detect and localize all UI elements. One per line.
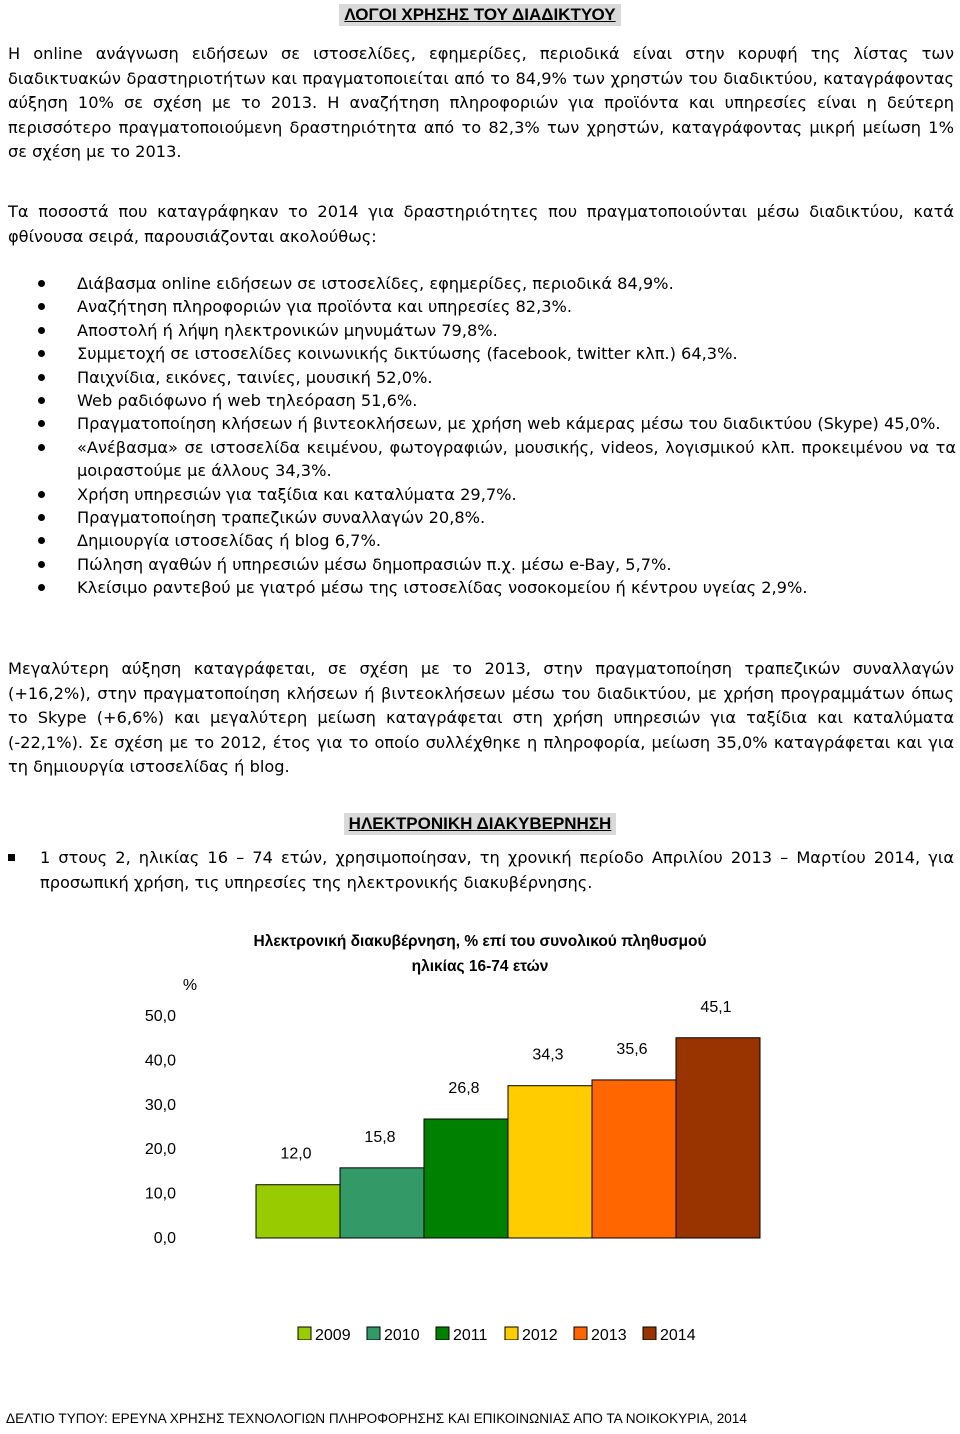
e-government-bullet-text: 1 στους 2, ηλικίας 16 – 74 ετών, χρησιμοποίησαν, τη χρονική περίοδο Απριλίου 2013 – Μαρτίου 2014, για προσωπική χρήση, τις υπηρεσίες της ηλεκτρονικής διακυβέρνησης. [40,848,954,892]
bullet-icon [38,350,45,357]
legend-label: 2012 [522,1327,558,1340]
bar-2011 [424,1119,508,1238]
list-item-text: Συμμετοχή σε ιστοσελίδες κοινωνικής δικτύωσης (facebook, twitter κλπ.) 64,3%. [77,344,738,364]
list-item [0,319,956,342]
bullet-icon [38,280,45,287]
list-item [0,576,956,599]
legend-swatch-2012 [505,1327,518,1340]
y-tick-label: 0,0 [153,1230,176,1247]
comparison-paragraph: Μεγαλύτερη αύξηση καταγράφεται, σε σχέση με το 2013, στην πραγματοποίηση τραπεζικών συναλλαγών (+16,2%), στην πραγματοποίηση κλήσεων ή βιντεοκλήσεων μέσω του διαδικτύου, με χρήση προγραμμάτων όπως το Skype (+6,6%) και μεγαλύτερη μείωση καταγράφεται στη χρήση υπηρεσιών για ταξίδια και καταλύματα (-22,1%). Σε σχέση με το 2012, έτος για το οποίο συλλέχθηκε η πληροφορία, μείωση 35,0% καταγράφεται και για τη δημιουργία ιστοσελίδας ή blog. [8,659,954,777]
legend-swatch-2013 [574,1327,587,1340]
value-label: 35,6 [616,1040,648,1058]
y-tick-label: 10,0 [144,1185,176,1203]
square-bullet-icon [8,854,15,861]
list-item-text: Παιχνίδια, εικόνες, ταινίες, μουσική 52,0%. [77,367,433,387]
y-tick-label: 40,0 [144,1052,176,1070]
bullet-icon [38,537,45,544]
e-government-chart [0,920,960,1340]
bar-2014 [676,1038,760,1238]
list-item-text: Πραγματοποίηση τραπεζικών συναλλαγών 20,8%. [77,508,486,528]
list-item-text: «Ανέβασμα» σε ιστοσελίδα κειμένου, φωτογραφιών, μουσικής, videos, λογισμικού κλπ. προκειμένου να τα μοιραστούμε με άλλους 34,3%. [77,437,956,481]
bullet-icon [38,584,45,591]
list-item [0,389,956,412]
chart-bars [256,1038,760,1238]
list-item [0,553,956,576]
list-item-text: Πραγματοποίηση κλήσεων ή βιντεοκλήσεων, με χρήση web κάμερας μέσω του διαδικτύου (Skype) 45,0%. [77,414,941,434]
e-government-bullet [0,846,954,895]
y-axis-label: % [182,977,198,994]
section-heading-internet-use [0,4,960,26]
legend-swatch-2014 [643,1327,656,1340]
list-item [0,412,956,435]
list-item [0,342,956,365]
section-heading-e-government [0,813,960,835]
list-item-text: Αποστολή ή λήψη ηλεκτρονικών μηνυμάτων 79,8%. [77,320,498,340]
bullet-icon [38,491,45,498]
value-label: 12,0 [280,1145,312,1163]
bullet-icon [38,303,45,310]
chart-title-line-1: Ηλεκτρονική διακυβέρνηση, % επί του συνολικού πληθυσμού [253,933,707,950]
legend-label: 2011 [453,1327,488,1340]
y-axis-ticks [145,1008,176,1247]
legend-swatch-2009 [298,1327,311,1340]
bullet-icon [38,397,45,404]
activities-list [0,272,956,600]
list-item [0,272,956,295]
legend-label: 2010 [384,1327,420,1340]
list-item-text: Αναζήτηση πληροφοριών για προϊόντα και υπηρεσίες 82,3%. [77,297,573,317]
legend-label: 2013 [591,1327,627,1340]
list-item [0,529,956,552]
value-label: 34,3 [532,1046,564,1064]
bullet-icon [38,514,45,521]
bullet-icon [38,327,45,334]
list-item-text: Διάβασμα online ειδήσεων σε ιστοσελίδες, εφημερίδες, περιοδικά 84,9%. [77,274,674,293]
bullet-icon [38,561,45,568]
footer-text: ΔΕΛΤΙΟ ΤΥΠΟΥ: ΕΡΕΥΝΑ ΧΡΗΣΗΣ ΤΕΧΝΟΛΟΓΙΩΝ ΠΛΗΡΟΦΟΡΗΣΗΣ ΚΑΙ ΕΠΙΚΟΙΝΩΝΙΑΣ ΑΠΟ ΤΑ ΝΟΙΚΟΚΥΡΙΑ, 2014 [6,1411,747,1426]
intro-paragraph: Η online ανάγνωση ειδήσεων σε ιστοσελίδες, εφημερίδες, περιοδικά είναι στην κορυφή της λίστας των διαδικτυακών δραστηριοτήτων και πραγματοποιείται από το 84,9% των χρηστών του διαδικτύου, καταγράφοντας αύξηση 10% σε σχέση με το 2013. Η αναζήτηση πληροφοριών για προϊόντα και υπηρεσίες είναι η δεύτερη περισσότερο πραγματοποιούμενη δραστηριότητα από το 82,3% των χρηστών, καταγράφοντας μικρή μείωση 1% σε σχέση με το 2013. [8,44,954,162]
chart-legend [298,1327,696,1340]
section-heading-text: ΛΟΓΟΙ ΧΡΗΣΗΣ ΤΟΥ ΔΙΑΔΙΚΤΥΟΥ [339,4,620,26]
y-tick-label: 50,0 [144,1008,176,1025]
list-item-text: Πώληση αγαθών ή υπηρεσιών μέσω δημοπρασιών π.χ. μέσω e-Bay, 5,7%. [77,554,672,574]
section-heading-text: ΗΛΕΚΤΡΟΝΙΚΗ ΔΙΑΚΥΒΕΡΝΗΣΗ [344,813,617,835]
bullet-icon [38,374,45,381]
legend-swatch-2011 [436,1327,449,1340]
list-item-text: Δημιουργία ιστοσελίδας ή blog 6,7%. [77,531,381,551]
bar-2009 [256,1185,340,1238]
list-item [0,436,956,483]
chart-title-line-2: ηλικίας 16-74 ετών [411,958,549,975]
list-item-text: Web ραδιόφωνο ή web τηλεόραση 51,6%. [77,391,418,411]
legend-label: 2014 [660,1327,696,1340]
activities-intro-paragraph: Τα ποσοστά που καταγράφηκαν το 2014 για δραστηριότητες που πραγματοποιούνται μέσω διαδικτύου, κατά φθίνουσα σειρά, παρουσιάζονται ακολούθως: [8,202,954,246]
y-tick-label: 20,0 [144,1141,176,1159]
bar-2010 [340,1168,424,1238]
value-label: 45,1 [700,998,732,1016]
legend-label: 2009 [315,1327,351,1340]
bullet-icon [38,420,45,427]
list-item [0,483,956,506]
list-item [0,366,956,389]
list-item-text: Κλείσιμο ραντεβού με γιατρό μέσω της ιστοσελίδας νοσοκομείου ή κέντρου υγείας 2,9%. [77,578,808,598]
list-item [0,295,956,318]
bar-2012 [508,1086,592,1238]
bar-2013 [592,1080,676,1238]
value-label: 26,8 [448,1080,480,1098]
list-item [0,506,956,529]
list-item-text: Χρήση υπηρεσιών για ταξίδια και καταλύματα 29,7%. [77,484,517,504]
bullet-icon [38,444,45,451]
value-label: 15,8 [364,1128,396,1146]
y-tick-label: 30,0 [144,1096,176,1114]
legend-swatch-2010 [367,1327,380,1340]
